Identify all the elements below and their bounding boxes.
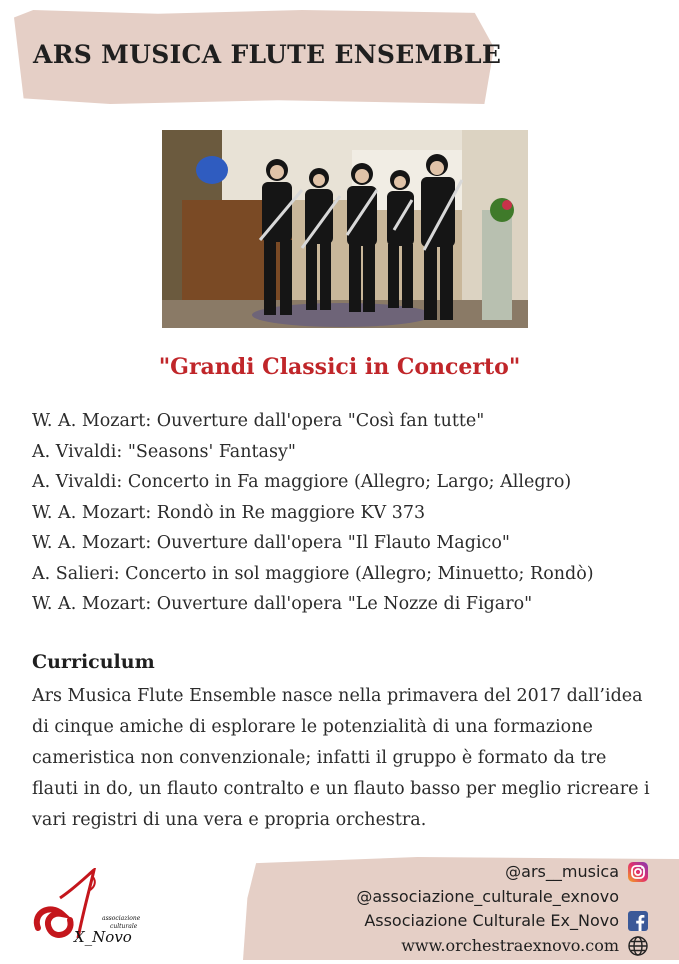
program-item: A. Vivaldi: "Seasons' Fantasy" bbox=[32, 441, 296, 462]
curriculum-text: Ars Musica Flute Ensemble nasce nella primavera del 2017 dall’idea di cinque amiche di esplorare le potenzialità di una formazione cameristica non convenzionale; infatti il gruppo è formato da tre flauti in do, un flauto contralto e un flauto basso per meglio ricreare i vari registri di una vera e propria orchestra. bbox=[32, 686, 650, 830]
logo-line1: associazione bbox=[102, 915, 140, 922]
program-list bbox=[32, 406, 594, 620]
exnovo-logo bbox=[30, 868, 140, 952]
facebook-row[interactable] bbox=[356, 909, 649, 934]
instagram-icon bbox=[627, 861, 649, 883]
concert-title: "Grandi Classici in Concerto" bbox=[158, 354, 521, 380]
contacts bbox=[356, 860, 649, 958]
program-item: A. Salieri: Concerto in sol maggiore (Allegro; Minuetto; Rondò) bbox=[32, 563, 594, 584]
instagram-handle: @ars__musica bbox=[505, 862, 619, 881]
facebook-icon bbox=[627, 910, 649, 932]
facebook-name: Associazione Culturale Ex_Novo bbox=[364, 911, 619, 930]
logo-line2: culturale bbox=[110, 923, 138, 930]
website-row[interactable] bbox=[356, 934, 649, 959]
program-item: W. A. Mozart: Ouverture dall'opera "Così fan tutte" bbox=[32, 411, 485, 431]
association-handle: @associazione_culturale_exnovo bbox=[356, 886, 619, 906]
logo-name: X_Novo bbox=[74, 928, 132, 946]
program-item: W. A. Mozart: Ouverture dall'opera "Il Flauto Magico" bbox=[32, 533, 510, 553]
program-item: A. Vivaldi: Concerto in Fa maggiore (Allegro; Largo; Allegro) bbox=[32, 472, 572, 492]
program-item: W. A. Mozart: Ouverture dall'opera "Le Nozze di Figaro" bbox=[32, 594, 533, 614]
website-link[interactable]: www.orchestraexnovo.com bbox=[401, 935, 619, 955]
ensemble-photo bbox=[162, 130, 528, 328]
page-title: ARS MUSICA FLUTE ENSEMBLE bbox=[33, 40, 502, 69]
instagram-row[interactable] bbox=[356, 860, 649, 885]
globe-icon bbox=[627, 935, 649, 957]
association-handle-row[interactable] bbox=[356, 885, 649, 910]
curriculum-heading: Curriculum bbox=[32, 651, 155, 673]
program-item: W. A. Mozart: Rondò in Re maggiore KV 373 bbox=[32, 502, 426, 523]
